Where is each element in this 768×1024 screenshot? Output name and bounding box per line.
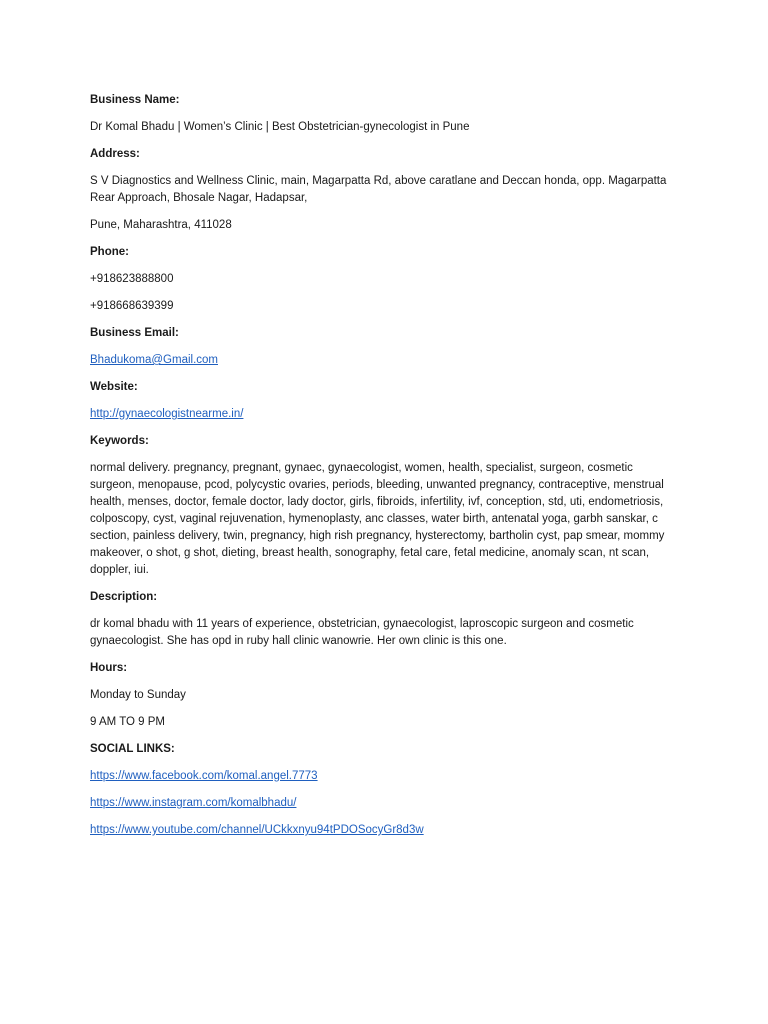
description-label: Description: — [90, 591, 158, 603]
hours-time: 9 AM TO 9 PM — [90, 716, 165, 728]
email-link[interactable]: Bhadukoma@Gmail.com — [90, 354, 218, 366]
youtube-link[interactable]: https://www.youtube.com/channel/UCkkxnyu94tPDOSocyGr8d3w — [90, 824, 424, 836]
address-label: Address: — [90, 148, 140, 160]
phone-number-1: +918623888800 — [90, 273, 174, 285]
keywords-text: normal delivery. pregnancy, pregnant, gynaec, gynaecologist, women, health, specialist, surgeon, cosmetic surgeon, menopause, pcod, polycystic ovaries, periods, bleeding, unwanted pregnancy, contraceptive, menstrual health, menses, doctor, female doctor, lady doctor, girls, fibroids, infertility, ivf, conception, std, uti, endometriosis, colposcopy, cyst, vaginal rejuvenation, hymenoplasty, anc classes, water birth, antenatal yoga, garbh sanskar, c section, painless delivery, twin, pregnancy, high rish pregnancy, hysterectomy, bartholin cyst, pap smear, mommy makeover, o shot, g shot, dieting, breast health, sonography, fetal care, fetal medicine, anomaly scan, nt scan, doppler, iui. — [90, 462, 665, 576]
business-name-value: Dr Komal Bhadu | Women’s Clinic | Best Obstetrician-gynecologist in Pune — [90, 121, 470, 133]
instagram-link[interactable]: https://www.instagram.com/komalbhadu/ — [90, 797, 297, 809]
facebook-link[interactable]: https://www.facebook.com/komal.angel.7773 — [90, 770, 318, 782]
hours-label: Hours: — [90, 662, 128, 674]
website-link[interactable]: http://gynaecologistnearme.in/ — [90, 408, 244, 420]
social-links-label: SOCIAL LINKS: — [90, 743, 175, 755]
keywords-label: Keywords: — [90, 435, 149, 447]
business-name-label: Business Name: — [90, 94, 180, 106]
document-page — [90, 92, 680, 849]
description-text: dr komal bhadu with 11 years of experience, obstetrician, gynaecologist, laproscopic surgeon and cosmetic gynaecologist. She has opd in ruby hall clinic wanowrie. Her own clinic is this one. — [90, 618, 634, 647]
address-line-1: S V Diagnostics and Wellness Clinic, main, Magarpatta Rd, above caratlane and Deccan honda, opp. Magarpatta Rear Approach, Bhosale Nagar, Hadapsar, — [90, 175, 667, 204]
website-label: Website: — [90, 381, 138, 393]
hours-days: Monday to Sunday — [90, 689, 186, 701]
address-line-2: Pune, Maharashtra, 411028 — [90, 219, 232, 231]
phone-number-2: +918668639399 — [90, 300, 174, 312]
email-label: Business Email: — [90, 327, 179, 339]
phone-label: Phone: — [90, 246, 129, 258]
